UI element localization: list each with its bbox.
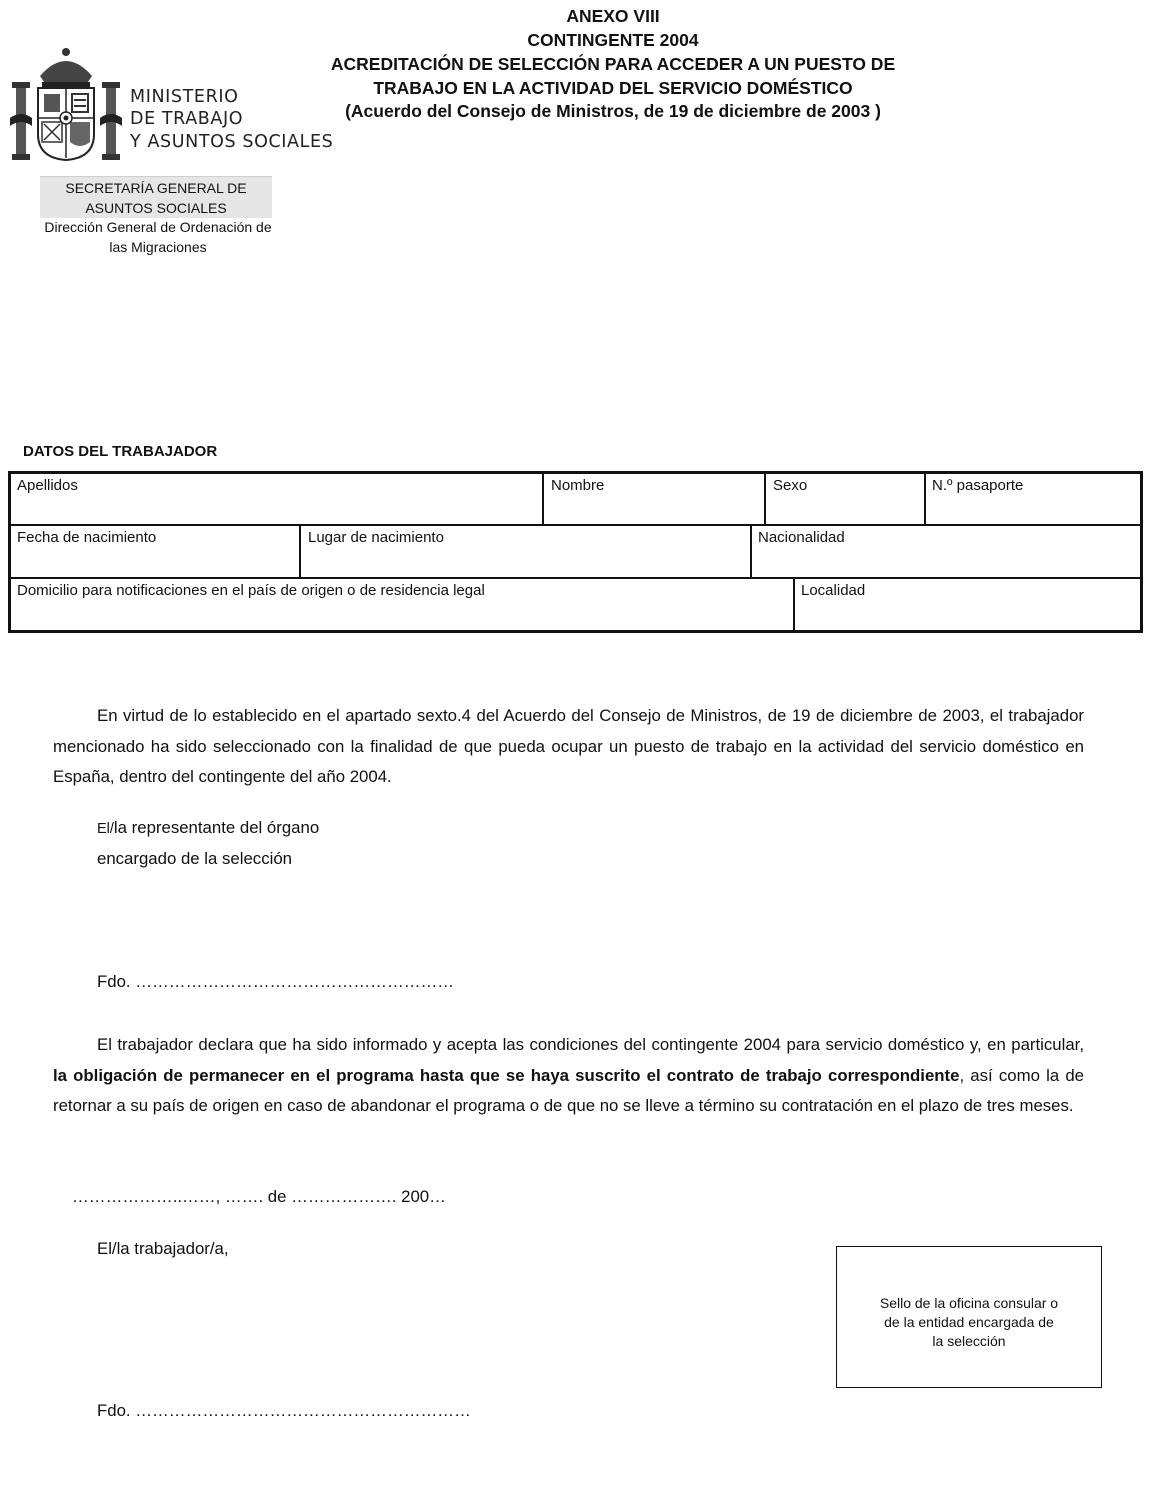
declaration-text-bold: la obligación de permanecer en el programa hasta que se haya suscrito el contrato de trabajo correspondiente — [53, 1065, 960, 1085]
field-label-fecha-nacimiento: Fecha de nacimiento — [17, 529, 157, 546]
direccion-line-1: Dirección General de Ordenación de — [44, 219, 272, 235]
table-column-divider — [299, 525, 301, 578]
stamp-text-line-3: la selección — [932, 1333, 1006, 1349]
ministry-name-line-3: Y ASUNTOS SOCIALES — [130, 132, 334, 152]
worker-data-table — [8, 471, 1143, 633]
representative-label-line-2: encargado de la selección — [97, 849, 292, 868]
worker-signature-label: El/la trabajador/a, — [97, 1239, 229, 1258]
field-label-apellidos: Apellidos — [17, 477, 78, 494]
representative-label-line-1 — [97, 818, 319, 838]
table-column-divider — [542, 473, 544, 525]
place-date-line: ………………..……, ……. de ………………. 200… — [72, 1187, 446, 1206]
worker-data-section-label: DATOS DEL TRABAJADOR — [23, 443, 218, 460]
table-row-divider — [10, 524, 1142, 526]
field-label-domicilio: Domicilio para notificaciones en el país de origen o de residencia legal — [17, 582, 485, 599]
selection-statement-paragraph — [53, 701, 1084, 793]
selection-statement-text: En virtud de lo establecido en el apartado sexto.4 del Acuerdo del Consejo de Ministros, de 19 de diciembre de 2003, el trabajador mencionado ha sido seleccionado con la finalidad de que pueda ocupar un puesto de trabajo en la actividad del servicio doméstico en España, dentro del contingente del año 2004. — [53, 706, 1084, 786]
worker-signature-line: Fdo. …………………………………………………… — [97, 1401, 471, 1420]
secretaria-line-1: SECRETARÍA GENERAL DE — [65, 180, 247, 196]
worker-declaration-paragraph — [53, 1030, 1084, 1122]
table-column-divider — [750, 525, 752, 578]
ministry-name-line-1: MINISTERIO — [130, 87, 239, 107]
document-title-agreement: (Acuerdo del Consejo de Ministros, de 19 de diciembre de 2003 ) — [345, 101, 881, 121]
secretaria-line-2: ASUNTOS SOCIALES — [85, 200, 227, 216]
field-label-sexo: Sexo — [773, 477, 808, 494]
document-title-line-3: ACREDITACIÓN DE SELECCIÓN PARA ACCEDER A UN PUESTO DE — [330, 54, 896, 74]
table-column-divider — [793, 578, 795, 631]
document-title-contingent: CONTINGENTE 2004 — [527, 30, 699, 50]
representative-prefix: El/ — [97, 821, 114, 837]
direccion-line-2: las Migraciones — [109, 239, 207, 255]
stamp-text-line-2: de la entidad encargada de — [884, 1314, 1054, 1330]
field-label-pasaporte: N.º pasaporte — [932, 477, 1024, 494]
document-title-line-4: TRABAJO EN LA ACTIVIDAD DEL SERVICIO DOMÉSTICO — [373, 78, 853, 98]
table-column-divider — [924, 473, 926, 525]
coat-of-arms-logo — [10, 46, 122, 164]
field-label-localidad: Localidad — [801, 582, 866, 599]
document-title-annex: ANEXO VIII — [566, 6, 660, 26]
declaration-text-start: El trabajador declara que ha sido informado y acepta las condiciones del contingente 2004 para servicio doméstico y, en particular, — [97, 1035, 1084, 1054]
field-label-nacionalidad: Nacionalidad — [758, 529, 845, 546]
field-label-lugar-nacimiento: Lugar de nacimiento — [308, 529, 444, 546]
table-column-divider — [764, 473, 766, 525]
representative-rest: la representante del órgano — [113, 818, 320, 837]
field-label-nombre: Nombre — [551, 477, 605, 494]
table-row-divider — [10, 577, 1142, 579]
declaration-text-end: , así como la de retornar a su país de origen en caso de abandonar el programa o de que no se lleve a término su contratación en el plazo de tres meses. — [53, 1065, 1084, 1115]
stamp-text-line-1: Sello de la oficina consular o — [879, 1295, 1059, 1311]
representative-signature-line: Fdo. ………………………………………………… — [97, 972, 455, 991]
ministry-name-line-2: DE TRABAJO — [130, 109, 244, 129]
